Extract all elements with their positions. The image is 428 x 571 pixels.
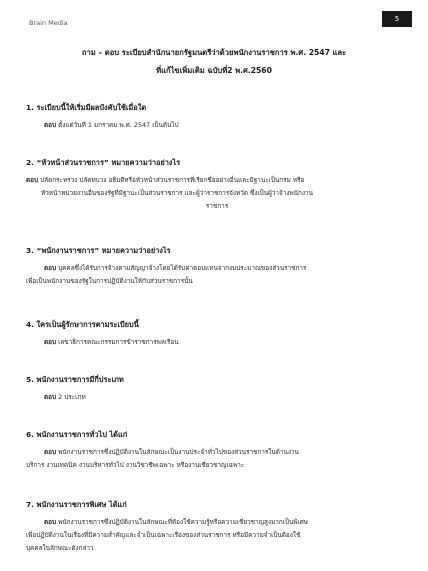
answer-1 [26,119,408,132]
answer-2 [26,174,408,213]
answer-7-line-3: บุคคลในลักษณะดังกล่าว [26,544,94,552]
question-6: 6. พนักงานราชการทั่วไป ได้แก่ [26,430,128,439]
question-7: 7. พนักงานราชการพิเศษ ได้แก่ [26,500,127,509]
qa-section-1 [26,102,408,132]
answer-4 [26,336,408,349]
title-line-2: ที่แก้ไขเพิ่มเติม ฉบับที่2 พ.ศ.2560 [156,66,272,75]
qa-section-3 [26,245,408,288]
answer-5 [26,391,408,404]
answer-6-line-1: พนักงานราชการซึ่งปฏิบัติงานในลักษณะเป็นงานประจำทั่วไปของส่วนราชการในด้านงาน [58,448,299,456]
qa-section-4 [26,319,408,349]
answer-2-line-2: หัวหน้าหน่วยงานอื่นของรัฐที่มีฐานะเป็นส่วนราชการ และผู้ว่าราชการจังหวัด ซึ่งเป็นผู้ว่าจ้างพนักงาน [41,189,313,197]
answer-label: ตอบ [26,176,39,184]
answer-label: ตอบ [44,338,57,346]
answer-label: ตอบ [44,264,57,272]
question-5: 5. พนักงานราชการมีกี่ประเภท [26,375,124,384]
title-line-1: ถาม – ตอบ ระเบียบสำนักนายกรัฐมนตรีว่าด้วยพนักงานราชการ พ.ศ. 2547 และ [81,48,347,57]
answer-5-line-1: 2 ประเภท [58,393,86,401]
question-1: 1. ระเบียบนี้ให้เริ่มมีผลบังคับใช้เมื่อใด [26,103,147,112]
question-3: 3. “พนักงานราชการ” หมายความว่าอย่างไร [26,246,171,255]
qa-section-5 [26,374,408,404]
answer-3-line-2: เพื่อเป็นพนักงานของรัฐในการปฏิบัติงานให้กับส่วนราชการนั้น [26,277,193,285]
question-2: 2. “หัวหน้าส่วนราชการ” หมายความว่าอย่างไร [26,158,181,167]
answer-3-line-1: บุคคลซึ่งได้รับการจ้างตามสัญญาจ้างโดยได้รับค่าตอบแทนจากงบประมาณของส่วนราชการ [58,264,307,272]
page-number-badge: 5 [382,11,412,27]
qa-section-2 [26,157,408,213]
question-4: 4. ใครเป็นผู้รักษาการตามระเบียบนี้ [26,320,139,329]
answer-label: ตอบ [44,121,57,129]
answer-label: ตอบ [44,518,57,526]
answer-label: ตอบ [44,393,57,401]
answer-2-line-3: ราชการ [205,202,229,210]
document-title [40,44,388,80]
answer-label: ตอบ [44,448,57,456]
answer-2-line-1: ปลัดกระทรวง ปลัดทบวง อธิบดีหรือหัวหน้าส่วนราชการที่เรียกชื่ออย่างอื่นและมีฐานะเป็นกรม หรือ [40,176,305,184]
answer-1-line-1: ตั้งแต่วันที่ 1 มกราคม พ.ศ. 2547 เป็นต้นไป [58,121,179,129]
answer-7-line-1: พนักงานราชการซึ่งปฏิบัติงานในลักษณะที่ต้องใช้ความรู้หรือความเชี่ยวชาญสูงมากเป็นพิเศษ [58,518,309,526]
qa-section-6 [26,429,408,472]
answer-7 [26,516,408,555]
answer-3 [26,262,408,288]
publisher-name: Brain Media [29,19,68,27]
answer-6-line-2: บริการ งานเทคนิค งานบริหารทั่วไป งานวิชาชีพเฉพาะ หรืองานเชี่ยวชาญเฉพาะ [26,461,245,469]
answer-7-line-2: เพื่อปฏิบัติงานในเรื่องที่มีความสำคัญและจำเป็นเฉพาะเรื่องของส่วนราชการ หรือมีความจำเป็นต้องใช้ [26,531,301,539]
answer-6 [26,446,408,472]
qa-section-7 [26,499,408,555]
answer-4-line-1: เลขาธิการคณะกรรมการข้าราชการพลเรือน [58,338,179,346]
